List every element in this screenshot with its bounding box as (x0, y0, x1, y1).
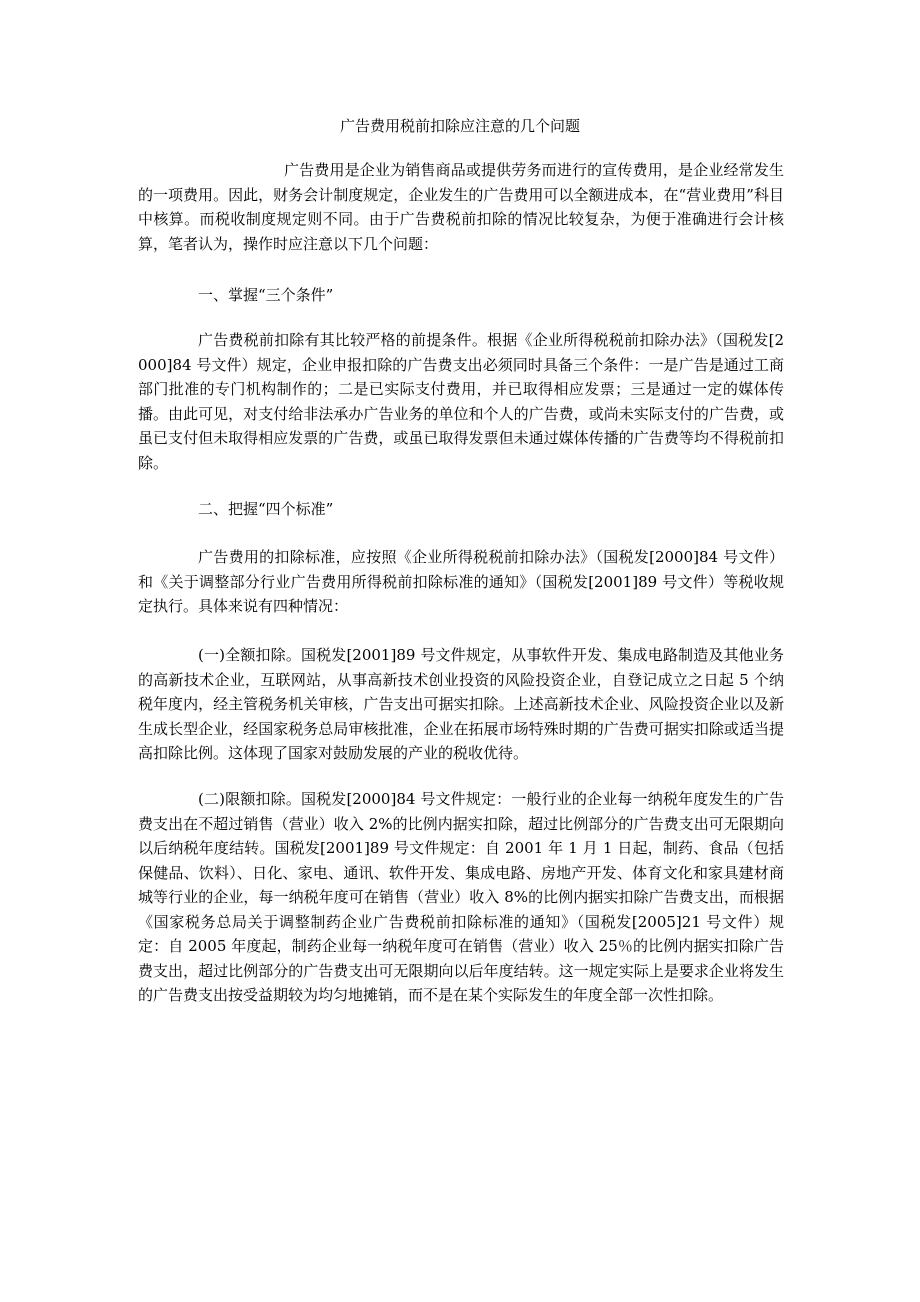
section-1-paragraph: 广告费税前扣除有其比较严格的前提条件。根据《企业所得税税前扣除办法》（国税发[2000]84 号文件）规定，企业申报扣除的广告费支出必须同时具备三个条件：一是广告是通过工商部门批准的专门机构制作的；二是已实际支付费用，并已取得相应发票；三是通过一定的媒体传播。由此可见，对支付给非法承办广告业务的单位和个人的广告费，或尚未实际支付的广告费，或虽已支付但未取得相应发票的广告费，或虽已取得发票但未通过媒体传播的广告费等均不得税前扣除。 (138, 331, 784, 472)
item-1-paragraph: (一)全额扣除。国税发[2001]89 号文件规定，从事软件开发、集成电路制造及其他业务的高新技术企业，互联网站，从事高新技术创业投资的风险投资企业，自登记成立之日起 5 个纳税年度内，经主管税务机关审核，广告支出可据实扣除。上述高新技术企业、风险投资企业以及新生成长型企业，经国家税务总局审核批准，企业在拓展市场特殊时期的广告费可据实扣除或适当提高扣除比例。这体现了国家对鼓励发展的产业的税收优待。 (138, 646, 784, 762)
item-2-paragraph: (二)限额扣除。国税发[2000]84 号文件规定：一般行业的企业每一纳税年度发生的广告费支出在不超过销售（营业）收入 2%的比例内据实扣除，超过比例部分的广告费支出可无限期向以后纳税年度结转。国税发[2001]89 号文件规定：自 2001 年 1 月 1 日起，制药、食品（包括保健品、饮料）、日化、家电、通讯、软件开发、集成电路、房地产开发、体育文化和家具建材商城等行业的企业，每一纳税年度可在销售（营业）收入 8%的比例内据实扣除广告费支出，而根据《国家税务总局关于调整制药企业广告费税前扣除标准的通知》（国税发[2005]21 号文件）规定：自 2005 年度起，制药企业每一纳税年度可在销售（营业）收入 25％的比例内据实扣除广告费支出，超过比例部分的广告费支出可无限期向以后年度结转。这一规定实际上是要求企业将发生的广告费支出按受益期较为均匀地摊销，而不是在某个实际发生的年度全部一次性扣除。 (138, 790, 784, 1004)
section-2-heading: 二、把握“四个标准” (198, 500, 334, 518)
section-2-paragraph: 广告费用的扣除标准，应按照《企业所得税税前扣除办法》（国税发[2000]84 号文件）和《关于调整部分行业广告费用所得税前扣除标准的通知》（国税发[2001]89 号文件）等税收规定执行。具体来说有四种情况： (138, 548, 784, 615)
section-1-heading: 一、掌握“三个条件” (198, 286, 334, 304)
intro-paragraph: 广告费用是企业为销售商品或提供劳务而进行的宣传费用，是企业经常发生的一项费用。因此，财务会计制度规定，企业发生的广告费用可以全额进成本，在“营业费用”科目中核算。而税收制度规定则不同。由于广告费税前扣除的情况比较复杂，为便于准确进行会计核算，笔者认为，操作时应注意以下几个问题： (138, 161, 784, 253)
page-title: 广告费用税前扣除应注意的几个问题 (339, 117, 580, 135)
